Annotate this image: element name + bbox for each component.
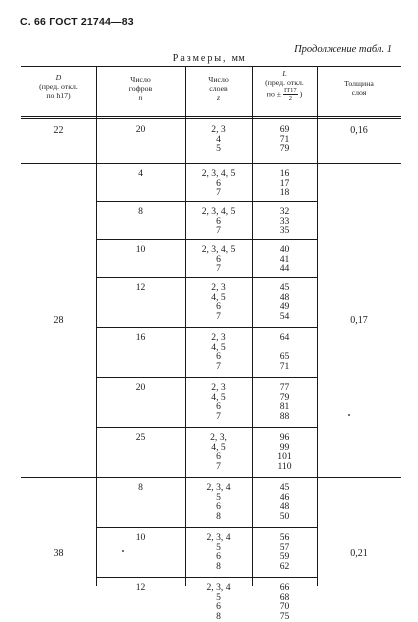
header-bottom-rule <box>21 116 401 117</box>
cell-thickness: 0,21 <box>350 547 368 559</box>
cell-thickness: 0,17 <box>350 315 368 326</box>
continuation-label: Продолжение табл. 1 <box>294 44 392 55</box>
cell-layers: 7 <box>216 360 221 372</box>
cell-layers: 5 <box>216 491 221 503</box>
cell-layers: 5 <box>216 143 221 155</box>
cell-length: 71 <box>279 360 290 372</box>
cell-length: 65 <box>279 351 290 363</box>
row-divider <box>96 277 317 278</box>
row-divider <box>96 327 317 328</box>
speck-mark <box>122 550 124 552</box>
row-divider <box>96 427 317 428</box>
col-z-symbol: z <box>216 93 221 102</box>
cell-length: 56 <box>279 532 290 543</box>
col-l-symbol: L <box>282 69 287 78</box>
cell-layers: 8 <box>216 610 221 622</box>
cell-length: 35 <box>279 225 290 237</box>
cell-folds-count: 16 <box>135 332 146 343</box>
cell-layers: 2, 3, 4 <box>206 582 231 593</box>
cell-layers: 8 <box>216 510 221 522</box>
header-double-rule <box>21 118 401 119</box>
cell-length: 33 <box>279 215 290 227</box>
cell-length: 46 <box>279 491 290 503</box>
cell-length: 75 <box>279 610 290 622</box>
col-header-l <box>252 69 317 102</box>
col-d-symbol: D <box>55 73 62 82</box>
cell-layers: 6 <box>216 501 221 513</box>
cell-layers: 6 <box>216 253 221 265</box>
cell-layers: 7 <box>216 410 221 422</box>
col-l-frac-num: IT17 <box>284 87 297 94</box>
col-d-line2: по h17) <box>46 91 71 100</box>
cell-length: 59 <box>279 551 290 563</box>
cell-layers: 4, 5 <box>211 341 226 353</box>
cell-layers: 5 <box>216 541 221 553</box>
cell-layers: 4, 5 <box>211 441 226 453</box>
dimensions-table <box>21 66 401 622</box>
cell-folds-count: 12 <box>135 582 146 593</box>
cell-layers: 4, 5 <box>211 391 226 403</box>
cell-layers: 7 <box>216 310 221 322</box>
cell-length: 49 <box>279 301 290 313</box>
cell-length: 68 <box>279 591 290 603</box>
cell-length: 16 <box>279 168 290 179</box>
cell-length: 79 <box>279 143 290 155</box>
cell-length: 18 <box>279 187 290 199</box>
row-divider <box>96 377 317 378</box>
col-l-suffix: ) <box>299 89 303 99</box>
cell-layers: 2, 3, 4, 5 <box>201 244 236 255</box>
col-n-line1: Число <box>130 75 151 84</box>
cell-length: 62 <box>279 560 290 572</box>
cell-layers: 6 <box>216 177 221 189</box>
cell-layers: 7 <box>216 460 221 472</box>
cell-length: 69 <box>279 124 290 135</box>
col-l-fraction <box>283 87 298 102</box>
col-n-symbol: n <box>138 93 143 102</box>
group-divider <box>21 477 401 478</box>
cell-length: 41 <box>279 253 290 265</box>
page-header: С. 66 ГОСТ 21744—83 <box>20 16 134 28</box>
cell-layers: 6 <box>216 215 221 227</box>
cell-length: 17 <box>279 177 290 189</box>
cell-layers: 6 <box>216 301 221 313</box>
cell-layers: 7 <box>216 263 221 275</box>
column-divider <box>96 66 97 586</box>
col-l-prefix: по ± <box>266 89 282 99</box>
cell-layers: 8 <box>216 560 221 572</box>
col-header-n <box>96 75 185 102</box>
cell-thickness: 0,16 <box>350 125 368 136</box>
sizes-caption <box>0 53 418 64</box>
cell-length: 50 <box>279 510 290 522</box>
cell-diameter: 28 <box>53 315 64 326</box>
cell-length: 81 <box>279 401 290 413</box>
cell-layers: 4, 5 <box>211 291 226 303</box>
col-z-line2: слоев <box>209 84 228 93</box>
cell-length: 110 <box>277 460 292 472</box>
row-divider <box>96 527 317 528</box>
sizes-unit: мм <box>231 53 246 64</box>
cell-length: 70 <box>279 601 290 613</box>
cell-layers: 6 <box>216 601 221 613</box>
col-z-line1: Число <box>208 75 229 84</box>
cell-folds-count: 4 <box>138 168 143 179</box>
cell-layers: 4 <box>216 133 221 145</box>
row-divider <box>96 239 317 240</box>
cell-layers: 2, 3 <box>211 382 226 393</box>
row-divider <box>96 201 317 202</box>
cell-length: 71 <box>279 133 290 145</box>
cell-layers: 5 <box>216 591 221 603</box>
cell-layers: 2, 3, 4, 5 <box>201 206 236 217</box>
cell-length: 79 <box>279 391 290 403</box>
cell-folds-count: 20 <box>135 382 146 393</box>
cell-length: 40 <box>279 244 290 255</box>
cell-length: 48 <box>279 501 290 513</box>
cell-length: 66 <box>279 582 290 593</box>
cell-length: 44 <box>279 263 290 275</box>
cell-diameter: 22 <box>53 125 64 136</box>
cell-length: 96 <box>279 432 290 443</box>
speck-mark <box>348 414 350 416</box>
cell-folds-count: 8 <box>138 482 143 493</box>
cell-layers: 6 <box>216 401 221 413</box>
cell-layers: 6 <box>216 451 221 463</box>
column-divider <box>317 66 318 586</box>
cell-layers: 2, 3, <box>210 432 227 443</box>
cell-length: 54 <box>279 310 290 322</box>
col-n-line2: гофров <box>128 84 153 93</box>
cell-length: 57 <box>279 541 290 553</box>
cell-length: 77 <box>279 382 290 393</box>
cell-folds-count: 20 <box>135 124 146 135</box>
cell-length: 88 <box>279 410 290 422</box>
cell-layers: 7 <box>216 225 221 237</box>
cell-length: 64 <box>279 332 290 343</box>
col-header-d <box>21 73 96 100</box>
cell-length: 32 <box>279 206 290 217</box>
cell-layers: 7 <box>216 187 221 199</box>
cell-layers: 2, 3, 4 <box>206 482 231 493</box>
cell-folds-count: 12 <box>135 282 146 293</box>
col-l-line1: (пред. откл. <box>265 78 304 87</box>
cell-layers: 2, 3, 4, 5 <box>201 168 236 179</box>
group-divider <box>21 163 401 164</box>
cell-length: 45 <box>279 482 290 493</box>
cell-layers: 6 <box>216 351 221 363</box>
row-divider <box>96 577 317 578</box>
cell-length: 101 <box>277 451 292 463</box>
col-l-frac-den: 2 <box>288 95 292 102</box>
sizes-word: Размеры, <box>172 53 228 64</box>
table-top-rule <box>21 66 401 67</box>
cell-layers: 2, 3 <box>211 124 226 135</box>
cell-folds-count: 10 <box>135 244 146 255</box>
col-t-line2: слоя <box>351 88 367 97</box>
cell-layers: 2, 3 <box>211 332 226 343</box>
cell-length: 48 <box>279 291 290 303</box>
cell-folds-count: 8 <box>138 206 143 217</box>
cell-length: 99 <box>279 441 290 453</box>
col-header-z <box>185 75 252 102</box>
col-d-line1: (пред. откл. <box>39 82 78 91</box>
cell-folds-count: 10 <box>135 532 146 543</box>
cell-length: 45 <box>279 282 290 293</box>
cell-layers: 2, 3, 4 <box>206 532 231 543</box>
cell-diameter: 38 <box>53 547 64 559</box>
col-header-t <box>317 79 401 97</box>
cell-folds-count: 25 <box>135 432 146 443</box>
cell-layers: 6 <box>216 551 221 563</box>
col-t-line1: Толщина <box>344 79 374 88</box>
cell-layers: 2, 3 <box>211 282 226 293</box>
